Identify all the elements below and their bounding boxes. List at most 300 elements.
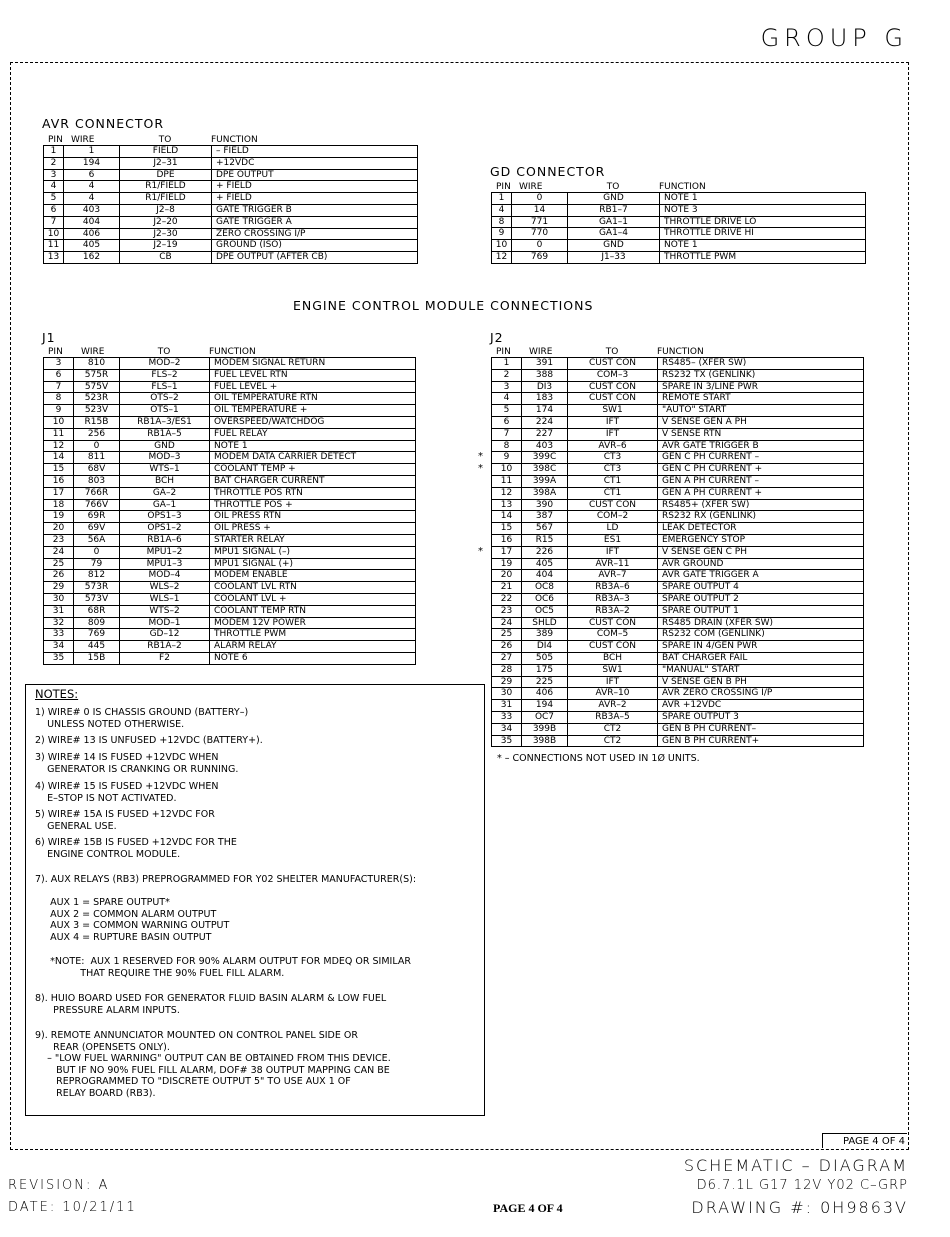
pin-cell: 4	[44, 181, 64, 193]
pin-cell: 1	[44, 146, 64, 158]
function-cell: RS485 DRAIN (XFER SW)	[658, 617, 864, 629]
to-cell: COM–2	[568, 511, 658, 523]
wire-cell: 1	[64, 146, 120, 158]
function-cell: GEN C PH CURRENT +	[658, 464, 864, 476]
column-header: WIRE	[71, 135, 95, 145]
to-cell: IFT	[568, 416, 658, 428]
pin-cell: 15	[44, 464, 74, 476]
table-row	[492, 369, 864, 381]
to-cell: RB1–7	[568, 204, 660, 216]
function-cell: DPE OUTPUT (AFTER CB)	[212, 252, 418, 264]
note-item: 2) WIRE# 13 IS UNFUSED +12VDC (BATTERY+).	[35, 735, 263, 746]
table-row	[492, 546, 864, 558]
table-row	[44, 393, 416, 405]
to-cell: J2–31	[120, 157, 212, 169]
column-header: WIRE	[529, 347, 553, 357]
to-cell: AVR–10	[568, 688, 658, 700]
to-cell: CT2	[568, 723, 658, 735]
to-cell: GND	[568, 193, 660, 205]
to-cell: CT3	[568, 452, 658, 464]
function-cell: NOTE 1	[660, 193, 866, 205]
table-row	[492, 416, 864, 428]
pin-cell: 25	[44, 558, 74, 570]
to-cell: MOD–4	[120, 570, 210, 582]
gd-connector-title: GD CONNECTOR	[490, 164, 606, 179]
pin-cell: * 17	[492, 546, 522, 558]
function-cell: FUEL RELAY	[210, 428, 416, 440]
table-row	[44, 593, 416, 605]
pin-cell: 4	[492, 393, 522, 405]
note-item: AUX 1 = SPARE OUTPUT* AUX 2 = COMMON ALARM OUTPUT AUX 3 = COMMON WARNING OUTPUT AUX 4 = RUPTURE BASIN OUTPUT	[50, 897, 230, 943]
wire-cell: 398B	[522, 735, 568, 747]
to-cell: J2–8	[120, 204, 212, 216]
table-row	[44, 358, 416, 370]
pin-cell: 35	[44, 652, 74, 664]
function-cell: RS232 COM (GENLINK)	[658, 629, 864, 641]
table-row	[44, 464, 416, 476]
ecm-title: ENGINE CONTROL MODULE CONNECTIONS	[293, 298, 594, 313]
function-cell: RS232 TX (GENLINK)	[658, 369, 864, 381]
function-cell: AVR GROUND	[658, 558, 864, 570]
note-item: 9). REMOTE ANNUNCIATOR MOUNTED ON CONTROL PANEL SIDE OR REAR (OPENSETS ONLY). – "LOW FUEL WARNING" OUTPUT CAN BE OBTAINED FROM THIS DEVICE. BUT IF NO 90% FUEL FILL ALARM, DOF# 38 OUTPUT MAPPING CAN BE REPROGRAMMED TO "DISCRETE OUTPUT 5" TO USE AUX 1 OF RELAY BOARD (RB3).	[35, 1030, 391, 1099]
table-row	[44, 157, 418, 169]
note-item: *NOTE: AUX 1 RESERVED FOR 90% ALARM OUTPUT FOR MDEQ OR SIMILAR THAT REQUIRE THE 90% FUEL FILL ALARM.	[50, 956, 411, 979]
to-cell: CUST CON	[568, 641, 658, 653]
function-cell: COOLANT TEMP RTN	[210, 605, 416, 617]
wire-cell: OC7	[522, 711, 568, 723]
to-cell: J2–19	[120, 240, 212, 252]
wire-cell: 388	[522, 369, 568, 381]
table-row	[492, 735, 864, 747]
table-row	[44, 487, 416, 499]
j1-table	[43, 347, 416, 665]
pin-cell: 7	[492, 428, 522, 440]
function-cell: GROUND (ISO)	[212, 240, 418, 252]
to-cell: AVR–11	[568, 558, 658, 570]
table-row	[492, 723, 864, 735]
pin-cell: 2	[492, 369, 522, 381]
function-cell: MPU1 SIGNAL (–)	[210, 546, 416, 558]
pin-cell: 21	[492, 582, 522, 594]
wire-cell: 0	[512, 240, 568, 252]
table-row	[492, 558, 864, 570]
to-cell: WTS–1	[120, 464, 210, 476]
wire-cell: 523R	[74, 393, 120, 405]
wire-cell: 573V	[74, 593, 120, 605]
table-row	[44, 475, 416, 487]
wire-cell: 573R	[74, 582, 120, 594]
to-cell: GA–1	[120, 499, 210, 511]
function-cell: THROTTLE DRIVE LO	[660, 216, 866, 228]
function-cell: GATE TRIGGER A	[212, 216, 418, 228]
table-row	[492, 499, 864, 511]
function-cell: NOTE 6	[210, 652, 416, 664]
table-row	[492, 617, 864, 629]
wire-cell: 445	[74, 641, 120, 653]
wire-cell: 398A	[522, 487, 568, 499]
pin-cell: 3	[44, 358, 74, 370]
table-row	[492, 711, 864, 723]
wire-cell: 575V	[74, 381, 120, 393]
wire-cell: 769	[512, 251, 568, 263]
to-cell: R1/FIELD	[120, 193, 212, 205]
to-cell: FLS–1	[120, 381, 210, 393]
wire-cell: 69R	[74, 511, 120, 523]
pin-cell: * 9	[492, 452, 522, 464]
to-cell: MPU1–2	[120, 546, 210, 558]
to-cell: ES1	[568, 534, 658, 546]
table-row	[492, 405, 864, 417]
wire-cell: 810	[74, 358, 120, 370]
to-cell: WTS–2	[120, 605, 210, 617]
table-row	[44, 546, 416, 558]
function-cell: ALARM RELAY	[210, 641, 416, 653]
pin-cell: 9	[44, 405, 74, 417]
table-row	[492, 688, 864, 700]
avr-connector-title: AVR CONNECTOR	[42, 116, 165, 131]
table-header	[491, 182, 866, 192]
function-cell: +12VDC	[212, 157, 418, 169]
wire-cell: 405	[64, 240, 120, 252]
function-cell: + FIELD	[212, 181, 418, 193]
wire-cell: OC6	[522, 593, 568, 605]
notes-box	[25, 684, 485, 1116]
avr-connector-table	[43, 135, 418, 264]
function-cell: THROTTLE PWM	[660, 251, 866, 263]
page-box: PAGE 4 OF 4	[822, 1133, 907, 1148]
function-cell: SPARE OUTPUT 3	[658, 711, 864, 723]
wire-cell: 226	[522, 546, 568, 558]
table-row	[492, 204, 866, 216]
pin-cell: 12	[44, 440, 74, 452]
note-item: 1) WIRE# 0 IS CHASSIS GROUND (BATTERY–) UNLESS NOTED OTHERWISE.	[35, 707, 249, 730]
to-cell: GND	[120, 440, 210, 452]
j1-title: J1	[42, 330, 56, 345]
function-cell: NOTE 3	[660, 204, 866, 216]
wire-cell: OC8	[522, 582, 568, 594]
wire-cell: 575R	[74, 369, 120, 381]
wire-cell: 391	[522, 358, 568, 370]
table-row	[492, 393, 864, 405]
revision: REVISION: A	[8, 1178, 110, 1193]
to-cell: FLS–2	[120, 369, 210, 381]
function-cell: GATE TRIGGER B	[212, 204, 418, 216]
function-cell: V SENSE RTN	[658, 428, 864, 440]
group-label: GROUP G	[760, 24, 908, 52]
wire-cell: 194	[522, 700, 568, 712]
table-row	[492, 664, 864, 676]
column-header: TO	[157, 347, 171, 357]
table-row	[492, 534, 864, 546]
to-cell: DPE	[120, 169, 212, 181]
pin-cell: 2	[44, 157, 64, 169]
pin-cell: 24	[492, 617, 522, 629]
function-cell: SPARE OUTPUT 2	[658, 593, 864, 605]
to-cell: BCH	[568, 652, 658, 664]
column-header: PIN	[496, 347, 511, 357]
pin-cell: 5	[492, 405, 522, 417]
to-cell: AVR–7	[568, 570, 658, 582]
function-cell: SPARE IN 4/GEN PWR	[658, 641, 864, 653]
to-cell: R1/FIELD	[120, 181, 212, 193]
pin-cell: 30	[44, 593, 74, 605]
wire-cell: 403	[64, 204, 120, 216]
wire-cell: 68V	[74, 464, 120, 476]
table-row	[492, 216, 866, 228]
to-cell: CB	[120, 252, 212, 264]
wire-cell: 404	[64, 216, 120, 228]
function-cell: LEAK DETECTOR	[658, 523, 864, 535]
wire-cell: R15	[522, 534, 568, 546]
column-header: TO	[605, 347, 619, 357]
note-item: 4) WIRE# 15 IS FUSED +12VDC WHEN E–STOP IS NOT ACTIVATED.	[35, 781, 219, 804]
table-row	[44, 440, 416, 452]
to-cell: COM–5	[568, 629, 658, 641]
pin-cell: 26	[44, 570, 74, 582]
table-row	[44, 629, 416, 641]
wire-cell: 766R	[74, 487, 120, 499]
date: DATE: 10/21/11	[8, 1200, 137, 1215]
pin-cell: 32	[44, 617, 74, 629]
pin-cell: 13	[44, 252, 64, 264]
column-header: FUNCTION	[657, 347, 704, 357]
pin-cell: 24	[44, 546, 74, 558]
pin-cell: 8	[492, 440, 522, 452]
pin-cell: 15	[492, 523, 522, 535]
function-cell: MODEM SIGNAL RETURN	[210, 358, 416, 370]
table-row	[492, 228, 866, 240]
function-cell: OVERSPEED/WATCHDOG	[210, 416, 416, 428]
table-row	[492, 381, 864, 393]
wire-cell: DI4	[522, 641, 568, 653]
function-cell: BAT CHARGER CURRENT	[210, 475, 416, 487]
wire-cell: 256	[74, 428, 120, 440]
drawing-number: DRAWING #: 0H9863V	[691, 1198, 908, 1217]
column-header: PIN	[48, 347, 63, 357]
pin-cell: 23	[492, 605, 522, 617]
function-cell: GEN A PH CURRENT –	[658, 475, 864, 487]
pin-cell: 6	[492, 416, 522, 428]
table-row	[492, 358, 864, 370]
table-row	[492, 511, 864, 523]
wire-cell: 405	[522, 558, 568, 570]
function-cell: EMERGENCY STOP	[658, 534, 864, 546]
pin-cell: 17	[44, 487, 74, 499]
function-cell: DPE OUTPUT	[212, 169, 418, 181]
wire-cell: 0	[74, 440, 120, 452]
column-header: FUNCTION	[659, 182, 706, 192]
to-cell: RB3A–6	[568, 582, 658, 594]
pin-cell: 31	[44, 605, 74, 617]
j2-footnote: * – CONNECTIONS NOT USED IN 1Ø UNITS.	[497, 753, 700, 764]
wire-cell: 769	[74, 629, 120, 641]
table-row	[44, 523, 416, 535]
table-header	[43, 135, 418, 145]
wire-cell: 183	[522, 393, 568, 405]
function-cell: – FIELD	[212, 146, 418, 158]
to-cell: CT3	[568, 464, 658, 476]
table-row	[492, 523, 864, 535]
column-header: TO	[158, 135, 172, 145]
notes-title: NOTES:	[35, 687, 79, 701]
wire-cell: 399A	[522, 475, 568, 487]
function-cell: GEN B PH CURRENT+	[658, 735, 864, 747]
to-cell: CUST CON	[568, 358, 658, 370]
table-row	[44, 428, 416, 440]
wire-cell: 69V	[74, 523, 120, 535]
pin-cell: 25	[492, 629, 522, 641]
function-cell: OIL TEMPERATURE RTN	[210, 393, 416, 405]
to-cell: RB3A–5	[568, 711, 658, 723]
to-cell: RB3A–3	[568, 593, 658, 605]
wire-cell: 68R	[74, 605, 120, 617]
to-cell: LD	[568, 523, 658, 535]
function-cell: GEN C PH CURRENT –	[658, 452, 864, 464]
function-cell: AVR +12VDC	[658, 700, 864, 712]
function-cell: FUEL LEVEL +	[210, 381, 416, 393]
function-cell: AVR GATE TRIGGER A	[658, 570, 864, 582]
pin-cell: 26	[492, 641, 522, 653]
wire-cell: 4	[64, 193, 120, 205]
pin-cell: 12	[492, 487, 522, 499]
wire-cell: 404	[522, 570, 568, 582]
gd-connector-table	[491, 182, 866, 264]
to-cell: J2–20	[120, 216, 212, 228]
to-cell: GND	[568, 240, 660, 252]
to-cell: GA1–4	[568, 228, 660, 240]
pin-cell: * 10	[492, 464, 522, 476]
table-row	[44, 582, 416, 594]
wire-cell: 225	[522, 676, 568, 688]
wire-cell: 4	[64, 181, 120, 193]
pin-cell: 27	[492, 652, 522, 664]
pin-cell: 31	[492, 700, 522, 712]
table-row	[492, 652, 864, 664]
table-row	[44, 193, 418, 205]
wire-cell: 809	[74, 617, 120, 629]
pin-cell: 16	[492, 534, 522, 546]
pin-cell: 33	[44, 629, 74, 641]
note-item: 8). HUIO BOARD USED FOR GENERATOR FLUID BASIN ALARM & LOW FUEL PRESSURE ALARM INPUTS.	[35, 993, 387, 1016]
schematic-title: SCHEMATIC – DIAGRAM	[683, 1156, 908, 1175]
wire-cell: 523V	[74, 405, 120, 417]
to-cell: AVR–2	[568, 700, 658, 712]
to-cell: GA–2	[120, 487, 210, 499]
to-cell: SW1	[568, 664, 658, 676]
pin-cell: 35	[492, 735, 522, 747]
table-row	[492, 240, 866, 252]
pin-cell: 14	[44, 452, 74, 464]
column-header: PIN	[496, 182, 511, 192]
pin-cell: 33	[492, 711, 522, 723]
function-cell: RS485+ (XFER SW)	[658, 499, 864, 511]
pin-cell: 20	[492, 570, 522, 582]
table-row	[492, 570, 864, 582]
wire-cell: DI3	[522, 381, 568, 393]
column-header: FUNCTION	[209, 347, 256, 357]
wire-cell: 162	[64, 252, 120, 264]
to-cell: OPS1–3	[120, 511, 210, 523]
wire-cell: 0	[74, 546, 120, 558]
to-cell: J2–30	[120, 228, 212, 240]
table-row	[492, 641, 864, 653]
note-item: 5) WIRE# 15A IS FUSED +12VDC FOR GENERAL USE.	[35, 809, 215, 832]
unused-marker: *	[478, 463, 483, 475]
wire-cell: 403	[522, 440, 568, 452]
to-cell: WLS–1	[120, 593, 210, 605]
pin-cell: 9	[492, 228, 512, 240]
table-row	[44, 369, 416, 381]
pin-cell: 22	[492, 593, 522, 605]
table-row	[44, 416, 416, 428]
pin-cell: 29	[44, 582, 74, 594]
table-row	[44, 204, 418, 216]
to-cell: F2	[120, 652, 210, 664]
pin-cell: 8	[492, 216, 512, 228]
wire-cell: 389	[522, 629, 568, 641]
to-cell: AVR–6	[568, 440, 658, 452]
table-row	[44, 216, 418, 228]
function-cell: "MANUAL" START	[658, 664, 864, 676]
wire-cell: 406	[64, 228, 120, 240]
function-cell: THROTTLE POS RTN	[210, 487, 416, 499]
table-row	[44, 652, 416, 664]
note-item: 7). AUX RELAYS (RB3) PREPROGRAMMED FOR Y02 SHELTER MANUFACTURER(S):	[35, 874, 417, 885]
to-cell: CUST CON	[568, 499, 658, 511]
table-row	[492, 676, 864, 688]
wire-cell: 770	[512, 228, 568, 240]
unused-marker: *	[478, 545, 483, 557]
pin-cell: 6	[44, 204, 64, 216]
table-row	[44, 558, 416, 570]
function-cell: MPU1 SIGNAL (+)	[210, 558, 416, 570]
to-cell: RB1A–5	[120, 428, 210, 440]
function-cell: COOLANT LVL +	[210, 593, 416, 605]
to-cell: CT1	[568, 487, 658, 499]
wire-cell: 505	[522, 652, 568, 664]
wire-cell: 811	[74, 452, 120, 464]
table-row	[44, 405, 416, 417]
function-cell: + FIELD	[212, 193, 418, 205]
pin-cell: 10	[44, 416, 74, 428]
function-cell: NOTE 1	[660, 240, 866, 252]
function-cell: V SENSE GEN A PH	[658, 416, 864, 428]
table-row	[492, 428, 864, 440]
pin-cell: 20	[44, 523, 74, 535]
wire-cell: OC5	[522, 605, 568, 617]
table-row	[44, 511, 416, 523]
to-cell: IFT	[568, 428, 658, 440]
to-cell: MOD–1	[120, 617, 210, 629]
column-header: PIN	[48, 135, 63, 145]
pin-cell: 4	[492, 204, 512, 216]
to-cell: GD–12	[120, 629, 210, 641]
pin-cell: 8	[44, 393, 74, 405]
j2-title: J2	[490, 330, 504, 345]
function-cell: SPARE IN 3/LINE PWR	[658, 381, 864, 393]
function-cell: FUEL LEVEL RTN	[210, 369, 416, 381]
pin-cell: 7	[44, 381, 74, 393]
column-header: TO	[606, 182, 620, 192]
pin-cell: 30	[492, 688, 522, 700]
function-cell: SPARE OUTPUT 1	[658, 605, 864, 617]
note-item: 6) WIRE# 15B IS FUSED +12VDC FOR THE ENGINE CONTROL MODULE.	[35, 837, 237, 860]
pin-cell: 10	[44, 228, 64, 240]
wire-cell: 812	[74, 570, 120, 582]
wire-cell: 227	[522, 428, 568, 440]
function-cell: REMOTE START	[658, 393, 864, 405]
to-cell: BCH	[120, 475, 210, 487]
